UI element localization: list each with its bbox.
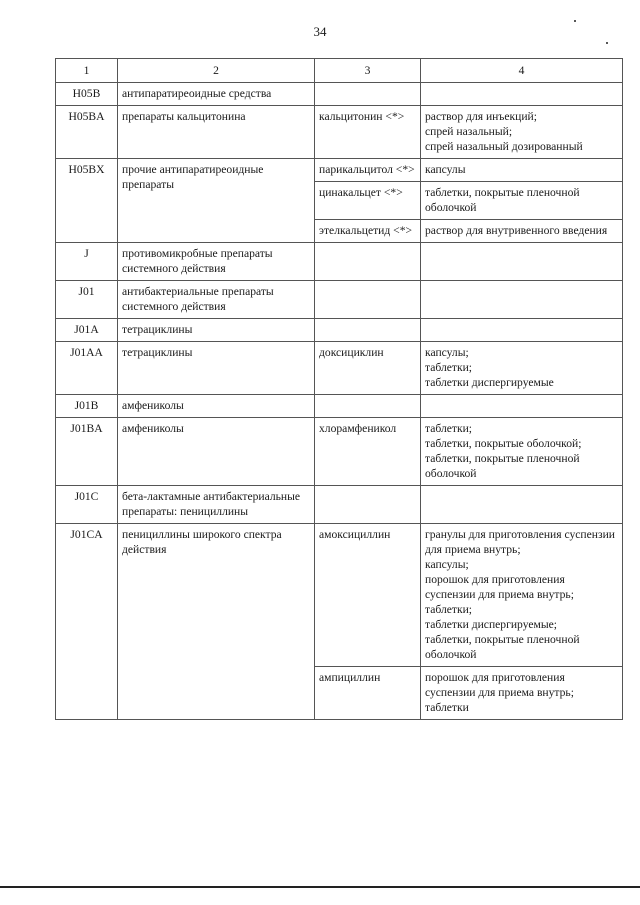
drug-name-cell: доксициклин	[315, 342, 421, 395]
table-row	[56, 243, 623, 281]
dosage-form-cell	[421, 524, 623, 667]
atc-code-cell: J01CA	[56, 524, 118, 720]
group-name-cell: амфениколы	[118, 395, 315, 418]
dosage-form-cell	[421, 342, 623, 395]
table-row	[56, 83, 623, 106]
group-name-cell: пенициллины широкого спектра действия	[118, 524, 315, 720]
scan-speck	[606, 42, 608, 44]
drug-name-cell: цинакальцет <*>	[315, 182, 421, 220]
dosage-form-cell	[421, 486, 623, 524]
page-number: 34	[313, 24, 327, 39]
dosage-form-item: раствор для инъекций;	[425, 110, 537, 123]
drug-name-cell	[315, 395, 421, 418]
drug-name-cell: ампициллин	[315, 667, 421, 720]
dosage-form-cell	[421, 395, 623, 418]
dosage-form-item: гранулы для приготовления суспензии для приема внутрь;	[425, 528, 615, 556]
dosage-form-item: раствор для внутривенного введения	[425, 224, 608, 237]
dosage-form-item: капсулы;	[425, 346, 469, 359]
group-name-cell: антипаратиреоидные средства	[118, 83, 315, 106]
group-name-cell: противомикробные препараты системного действия	[118, 243, 315, 281]
atc-code-cell: H05BX	[56, 159, 118, 243]
table-row	[56, 524, 623, 667]
atc-code-cell: J01A	[56, 319, 118, 342]
dosage-form-item: порошок для приготовления суспензии для приема внутрь;	[425, 671, 574, 699]
column-header: 4	[421, 59, 623, 83]
scan-speck	[574, 20, 576, 22]
dosage-form-cell	[421, 667, 623, 720]
group-name-cell: прочие антипаратиреоидные препараты	[118, 159, 315, 243]
dosage-form-item: спрей назальный дозированный	[425, 140, 583, 153]
dosage-form-item: таблетки диспергируемые	[425, 376, 554, 389]
drug-name-cell	[315, 83, 421, 106]
dosage-form-item: капсулы;	[425, 558, 469, 571]
table-row	[56, 342, 623, 395]
atc-code-cell: H05BA	[56, 106, 118, 159]
table-row	[56, 281, 623, 319]
table-body	[56, 83, 623, 720]
table-row	[56, 486, 623, 524]
column-header: 1	[56, 59, 118, 83]
group-name-cell: амфениколы	[118, 418, 315, 486]
atc-code-cell: J	[56, 243, 118, 281]
dosage-form-item: капсулы	[425, 163, 466, 176]
group-name-cell: тетрациклины	[118, 342, 315, 395]
atc-code-cell: J01B	[56, 395, 118, 418]
dosage-form-cell	[421, 243, 623, 281]
atc-code-cell: H05B	[56, 83, 118, 106]
drug-name-cell: парикальцитол <*>	[315, 159, 421, 182]
group-name-cell: антибактериальные препараты системного действия	[118, 281, 315, 319]
dosage-form-item: таблетки, покрытые пленочной оболочкой	[425, 186, 580, 214]
atc-code-cell: J01AA	[56, 342, 118, 395]
dosage-form-item: таблетки;	[425, 361, 473, 374]
drug-name-cell	[315, 486, 421, 524]
table-row	[56, 159, 623, 182]
atc-code-cell: J01	[56, 281, 118, 319]
drug-name-cell	[315, 319, 421, 342]
bottom-rule	[0, 886, 640, 888]
group-name-cell: бета-лактамные антибактериальные препараты: пенициллины	[118, 486, 315, 524]
dosage-form-cell	[421, 182, 623, 220]
dosage-form-cell	[421, 319, 623, 342]
dosage-form-cell	[421, 418, 623, 486]
dosage-form-cell	[421, 83, 623, 106]
dosage-form-item: таблетки диспергируемые;	[425, 618, 557, 631]
table-row	[56, 319, 623, 342]
dosage-form-cell	[421, 281, 623, 319]
dosage-form-item: таблетки;	[425, 603, 473, 616]
group-name-cell: препараты кальцитонина	[118, 106, 315, 159]
drug-name-cell	[315, 281, 421, 319]
table-row	[56, 418, 623, 486]
table-row	[56, 395, 623, 418]
header-row	[56, 59, 623, 83]
group-name-cell: тетрациклины	[118, 319, 315, 342]
dosage-form-item: таблетки, покрытые пленочной оболочкой	[425, 633, 580, 661]
drug-name-cell: амоксициллин	[315, 524, 421, 667]
dosage-form-item: спрей назальный;	[425, 125, 513, 138]
atc-code-cell: J01C	[56, 486, 118, 524]
dosage-form-cell	[421, 159, 623, 182]
table-row	[56, 106, 623, 159]
dosage-form-item: таблетки	[425, 701, 469, 714]
dosage-form-item: таблетки;	[425, 422, 473, 435]
dosage-form-item: таблетки, покрытые оболочкой;	[425, 437, 582, 450]
dosage-form-item: порошок для приготовления суспензии для приема внутрь;	[425, 573, 574, 601]
drug-name-cell: кальцитонин <*>	[315, 106, 421, 159]
drug-table	[55, 58, 623, 720]
dosage-form-item: таблетки, покрытые пленочной оболочкой	[425, 452, 580, 480]
drug-name-cell: хлорамфеникол	[315, 418, 421, 486]
atc-code-cell: J01BA	[56, 418, 118, 486]
dosage-form-cell	[421, 106, 623, 159]
drug-name-cell: этелкальцетид <*>	[315, 220, 421, 243]
column-header: 2	[118, 59, 315, 83]
drug-name-cell	[315, 243, 421, 281]
dosage-form-cell	[421, 220, 623, 243]
column-header: 3	[315, 59, 421, 83]
